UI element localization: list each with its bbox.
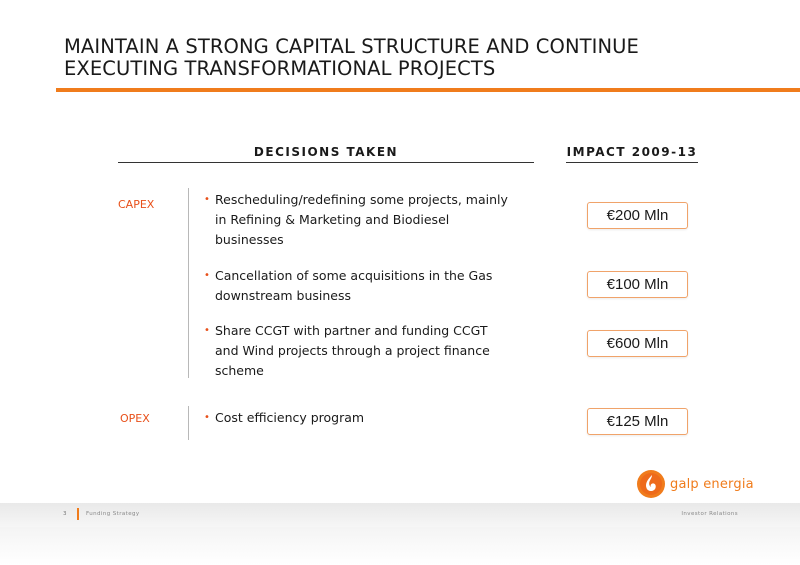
decision-line: Rescheduling/redefining some projects, mainly bbox=[215, 192, 508, 207]
decisions-header: DECISIONS TAKEN bbox=[253, 145, 399, 159]
decision-line: Cost efficiency program bbox=[215, 410, 365, 425]
footer-page-number: 3 bbox=[63, 511, 67, 517]
footer-accent bbox=[77, 508, 79, 520]
decision-line: businesses bbox=[215, 232, 284, 247]
impact-value-box: €600 Mln bbox=[587, 330, 688, 357]
decisions-header-rule bbox=[118, 162, 534, 163]
decision-line: in Refining & Marketing and Biodiesel bbox=[215, 212, 450, 227]
decision-item bbox=[204, 321, 544, 381]
bullet-icon: • bbox=[204, 325, 210, 336]
footer-department: Investor Relations bbox=[681, 511, 738, 517]
bullet-icon: • bbox=[204, 412, 210, 423]
capex-label: CAPEX bbox=[118, 198, 155, 211]
capex-divider bbox=[188, 188, 189, 378]
decision-line: Cancellation of some acquisitions in the Gas bbox=[215, 268, 493, 283]
title-underline bbox=[56, 88, 800, 92]
page-title bbox=[64, 36, 764, 80]
decision-line: downstream business bbox=[215, 288, 351, 303]
impact-value-box: €125 Mln bbox=[587, 408, 688, 435]
page-title-line-2: EXECUTING TRANSFORMATIONAL PROJECTS bbox=[64, 57, 496, 80]
opex-label: OPEX bbox=[120, 412, 150, 425]
bullet-icon: • bbox=[204, 270, 210, 281]
decision-line: Share CCGT with partner and funding CCGT bbox=[215, 323, 488, 338]
footer-bar bbox=[0, 503, 800, 527]
decision-item bbox=[204, 266, 544, 306]
decision-line: and Wind projects through a project finance bbox=[215, 343, 490, 358]
decision-line: scheme bbox=[215, 363, 264, 378]
impact-header-rule bbox=[566, 162, 698, 163]
impact-header: IMPACT 2009-13 bbox=[566, 145, 698, 159]
opex-divider bbox=[188, 406, 189, 440]
decision-item bbox=[204, 408, 544, 428]
impact-value-box: €200 Mln bbox=[587, 202, 688, 229]
page-title-line-1: MAINTAIN A STRONG CAPITAL STRUCTURE AND CONTINUE bbox=[64, 35, 639, 58]
footer-fade bbox=[0, 527, 800, 565]
footer-section: Funding Strategy bbox=[86, 511, 140, 517]
decision-item bbox=[204, 190, 544, 250]
bullet-icon: • bbox=[204, 194, 210, 205]
impact-value-box: €100 Mln bbox=[587, 271, 688, 298]
galp-energia-logo bbox=[636, 469, 754, 499]
galp-flame-icon bbox=[636, 469, 666, 499]
logo-text: galp energia bbox=[670, 476, 754, 492]
